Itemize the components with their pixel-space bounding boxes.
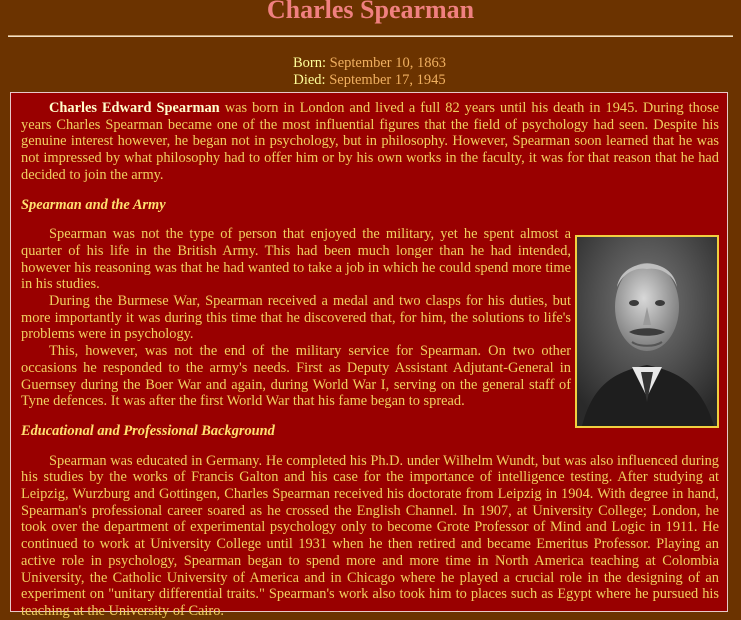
education-heading: Educational and Professional Background bbox=[21, 422, 275, 439]
army-paragraph-1: Spearman was not the type of person that enjoyed the military, yet he spent almost a quarter of his life in the British Army. This had been much longer than he had intended, however his reasoning was that he had wanted to take a job in which he could spend more time in his studies. bbox=[21, 226, 719, 293]
portrait-photo bbox=[575, 235, 719, 428]
army-paragraph-3: This, however, was not the end of the military service for Spearman. On two other occasions he responded to the army's needs. First as Deputy Assistant Adjutant-General in Guernsey during the Boer War and again, during World War I, serving on the general staff of Tyne defences. It was after the first World War that his fame began to spread. bbox=[21, 343, 571, 410]
life-dates bbox=[0, 55, 739, 88]
born-date: September 10, 1863 bbox=[329, 55, 447, 71]
born-label: Born: bbox=[292, 55, 326, 71]
died-label: Died: bbox=[293, 71, 326, 88]
born-line bbox=[0, 55, 739, 72]
intro-name: Charles Edward Spearman bbox=[49, 100, 220, 116]
died-line bbox=[0, 72, 739, 89]
intro-paragraph bbox=[21, 100, 719, 184]
died-date: September 17, 1945 bbox=[329, 71, 446, 88]
army-paragraph-2: During the Burmese War, Spearman received a medal and two clasps for his duties, but more importantly it was during this time that he discovered that, for him, the solutions to life's problems were in psychology. bbox=[21, 293, 571, 343]
horizontal-rule bbox=[8, 35, 733, 37]
army-heading: Spearman and the Army bbox=[21, 196, 166, 213]
intro-text: was born in London and lived a full 82 years until his death in 1945. During those years Charles Spearman became one of the most influential figures that the field of psychology had seen. Despite his genuine interest however, he began not in psychology, but in philosophy. However, Spearman soon learned that he was not impressed by what philosophy had to offer him or by his own works in the faculty, it was for that reason that he had decided to join the army. bbox=[21, 100, 720, 183]
education-paragraph: Spearman was educated in Germany. He completed his Ph.D. under Wilhelm Wundt, but was also influenced during his studies by the works of Francis Galton and his case for the importance of intelligence testing. After studying at Leipzig, Wurzburg and Gottingen, Charles Spearman received his doctorate from Leipzig in 1904. With degree in hand, Spearman's professional career soared as he crossed the English Channel. In 1907, at University College; London, he took over the department of experimental psychology only to become Grote Professor of Mind and Logic in 1911. He continued to work at University College until 1931 when he then retired and became Emeritus Professor. Playing an active role in psychology, Spearman began to spend more and more time in North America teaching at Colombia University, the Catholic University of America and in Chicago where he played a crucial role in the designing of an experiment on "unitary differential traits." Spearman's work also took him to places such as Egypt where he pursued his teaching at the University of Cairo. bbox=[21, 452, 719, 619]
page-title: Charles Spearman bbox=[266, 0, 475, 24]
biography-content bbox=[10, 92, 728, 619]
